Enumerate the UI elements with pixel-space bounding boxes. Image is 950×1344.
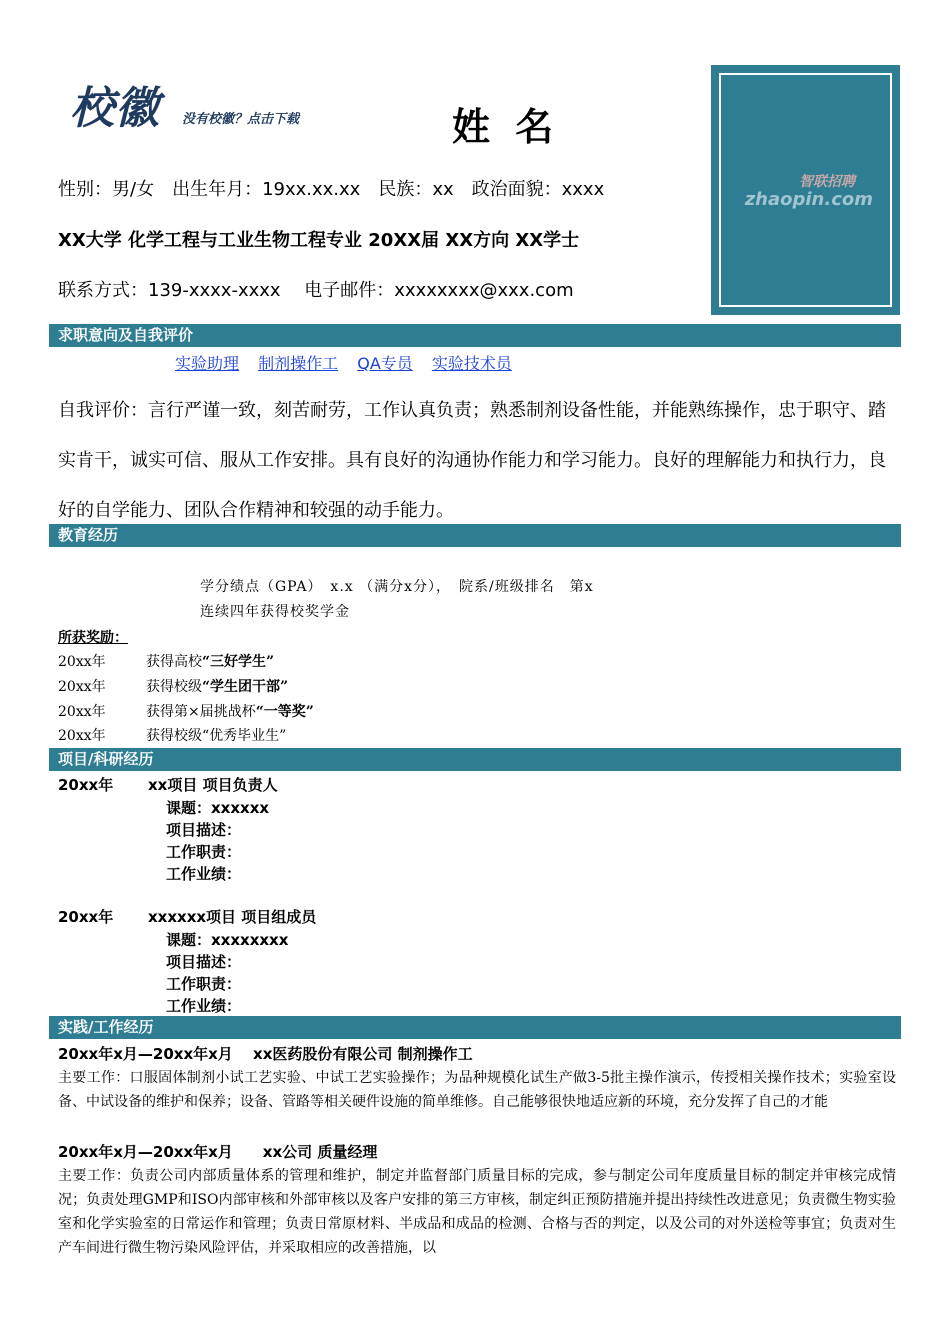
position-link[interactable]: 制剂操作工 [258,354,339,373]
project-heading [58,906,316,927]
education-summary: XX大学 化学工程与工业生物工程专业 20XX届 XX方向 XX学士 [58,230,580,251]
award-year: 20xx年 [58,679,106,695]
project-topic: 课题：xxxxxx [166,799,270,817]
award-prefix: 获得校级 [146,679,202,695]
gpa-line: 学分绩点（GPA） x.x （满分x分）， 院系/班级排名 第x [200,579,594,595]
scholarship-line: 连续四年获得校奖学金 [200,604,350,620]
work-description: 主要工作：口服固体制剂小试工艺实验、中试工艺实验操作；为品种规模化试生产做3-5批主操作演示，传授相关操作技术；实验室设备、中试设备的维护和保养；设备、管路等相关硬件设施的简单维修。自己能够很快地适应新的环境，充分发挥了自己的才能 [58,1070,896,1110]
award-item [58,676,288,696]
award-year: 20xx年 [58,704,106,720]
school-logo: 校徽 [70,83,160,134]
award-year: 20xx年 [58,654,106,670]
project-year: 20xx年 [58,776,114,794]
photo-placeholder[interactable] [719,73,892,307]
project-desc: 项目描述： [166,821,242,839]
project-result: 工作业绩： [166,865,242,883]
project-year: 20xx年 [58,908,114,926]
watermark-cn: 智联招聘 [799,174,855,190]
project-result: 工作业绩： [166,997,242,1015]
work-description: 主要工作：负责公司内部质量体系的管理和维护，制定并监督部门质量目标的完成，参与制定公司年度质量目标的制定并审核完成情况；负责处理GMP和ISO内部审核和外部审核以及客户安排的第三方审核，制定纠正预防措施并提出持续性改进意见；负责微生物实验室和化学实验室的日常运作和管理；负责日常原材料、半成品和成品的检测、合格与否的判定，以及公司的对外送检等事宜；负责对生产车间进行微生物污染风险评估，并采取相应的改善措施，以 [58,1168,896,1256]
award-name: “学生团干部” [202,679,289,695]
project-desc: 项目描述： [166,953,242,971]
photo-frame [711,65,900,315]
candidate-name: 姓 名 [452,105,560,149]
project-heading [58,774,278,795]
section-projects-header: 项目/科研经历 [49,748,901,771]
project-duty: 工作职责： [166,843,242,861]
project-title: xx项目 项目负责人 [148,776,278,794]
awards-title: 所获奖励： [58,630,128,646]
project-title: xxxxxx项目 项目组成员 [148,908,317,926]
award-prefix: 获得第×届挑战杯 [146,704,256,720]
award-name: “三好学生” [202,654,275,670]
award-name: “优秀毕业生” [202,728,287,744]
section-objective-header: 求职意向及自我评价 [49,324,901,347]
project-duty: 工作职责： [166,975,242,993]
award-item [58,725,286,745]
job-positions [175,351,526,374]
work-heading: 20xx年x月—20xx年x月 xx医药股份有限公司 制剂操作工 [58,1045,473,1063]
section-education-header: 教育经历 [49,524,901,547]
logo-download-link[interactable]: 没有校徽？点击下载 [182,112,300,127]
award-name: “一等奖” [255,704,314,720]
award-year: 20xx年 [58,728,106,744]
award-item [58,701,314,721]
watermark-logo [743,173,873,209]
position-link[interactable]: 实验助理 [175,354,240,373]
award-prefix: 获得校级 [146,728,202,744]
self-evaluation: 自我评价：言行严谨一致，刻苦耐劳，工作认真负责；熟悉制剂设备性能，并能熟练操作，忠于职守、踏实肯干，诚实可信、服从工作安排。具有良好的沟通协作能力和学习能力。良好的理解能力和执行力，良好的自学能力、团队合作精神和较强的动手能力。 [58,400,886,521]
work-heading: 20xx年x月—20xx年x月 xx公司 质量经理 [58,1143,378,1161]
section-work-header: 实践/工作经历 [49,1016,901,1039]
position-link[interactable]: QA专员 [357,354,413,373]
award-prefix: 获得高校 [146,654,202,670]
position-link[interactable]: 实验技术员 [431,354,512,373]
project-topic: 课题：xxxxxxxx [166,931,289,949]
contact-info: 联系方式：139-xxxx-xxxx 电子邮件：xxxxxxxx@xxx.com [58,280,574,301]
award-item [58,651,274,671]
basic-info: 性别：男/女 出生年月：19xx.xx.xx 民族：xx 政治面貌：xxxx [58,179,605,200]
watermark-en: zhaopin.com [744,189,873,210]
